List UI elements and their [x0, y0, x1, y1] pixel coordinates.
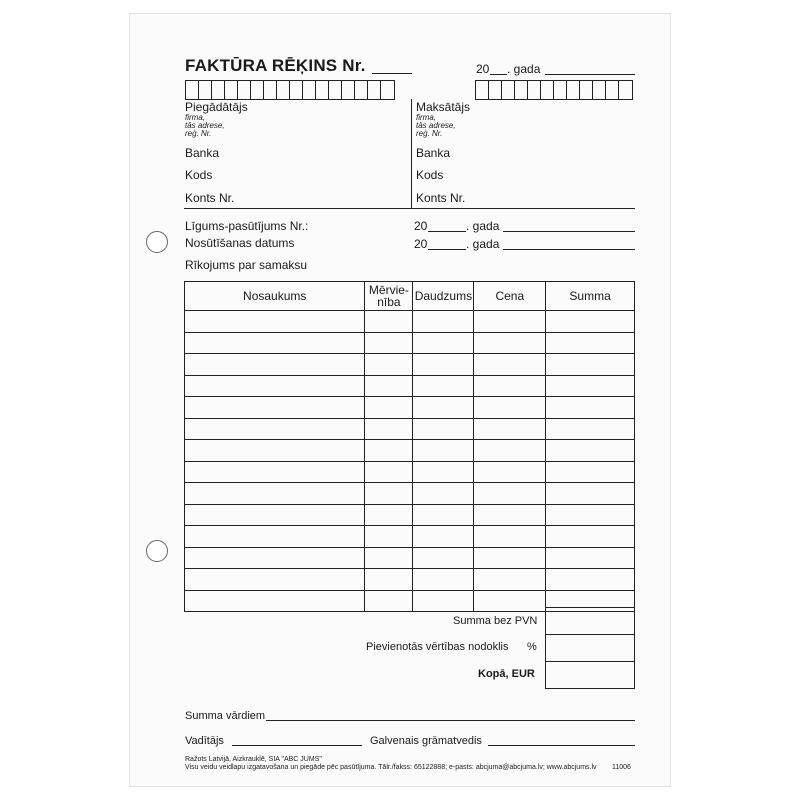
total-field[interactable]	[546, 662, 635, 689]
table-row	[185, 311, 635, 333]
contract-year-prefix: 20	[414, 219, 428, 233]
punch-hole	[146, 231, 168, 253]
column-header-sum: Summa	[546, 282, 635, 311]
name-cell[interactable]	[185, 354, 365, 376]
contract-date-field[interactable]	[503, 231, 635, 232]
table-row	[185, 440, 635, 462]
table-row	[185, 504, 635, 526]
sum-cell[interactable]	[546, 440, 635, 462]
unit-cell[interactable]	[365, 547, 413, 569]
vat-label: Pievienotās vērtības nodoklis	[366, 641, 509, 653]
column-header-name: Nosaukums	[185, 282, 365, 311]
sum-cell[interactable]	[546, 547, 635, 569]
vat-percent: %	[527, 641, 537, 653]
column-header-price: Cena	[474, 282, 546, 311]
subtotal-label: Summa bez PVN	[453, 615, 538, 627]
quantity-cell[interactable]	[413, 440, 474, 462]
supplier-label: Piegādātājs	[185, 100, 248, 114]
table-row	[185, 354, 635, 376]
table-row	[185, 526, 635, 548]
table-row	[185, 547, 635, 569]
sum-cell[interactable]	[546, 375, 635, 397]
items-table	[184, 281, 635, 612]
sum-cell[interactable]	[546, 461, 635, 483]
sum-cell[interactable]	[546, 311, 635, 333]
name-cell[interactable]	[185, 504, 365, 526]
quantity-cell[interactable]	[413, 483, 474, 505]
unit-cell[interactable]	[365, 332, 413, 354]
amount-in-words-label: Summa vārdiem	[185, 710, 266, 722]
quantity-cell[interactable]	[413, 504, 474, 526]
name-cell[interactable]	[185, 440, 365, 462]
year-field[interactable]	[490, 74, 507, 75]
table-row	[185, 483, 635, 505]
contract-label: Līgums-pasūtījums Nr.:	[185, 219, 309, 233]
price-cell[interactable]	[474, 440, 546, 462]
quantity-cell[interactable]	[413, 526, 474, 548]
name-cell[interactable]	[185, 418, 365, 440]
name-cell[interactable]	[185, 461, 365, 483]
invoice-title: FAKTŪRA RĒĶINS Nr.	[185, 56, 366, 75]
year-suffix: . gada	[507, 62, 541, 76]
payer-account-label: Konts Nr.	[416, 191, 466, 205]
price-cell[interactable]	[474, 483, 546, 505]
sum-cell[interactable]	[546, 483, 635, 505]
column-header-unit: Mērvie- nība	[365, 282, 413, 311]
shipping-year-prefix: 20	[414, 237, 428, 251]
invoice-number-field[interactable]	[372, 73, 412, 74]
unit-cell[interactable]	[365, 375, 413, 397]
quantity-cell[interactable]	[413, 332, 474, 354]
unit-cell[interactable]	[365, 418, 413, 440]
unit-cell[interactable]	[365, 590, 413, 612]
supplier-hint: firma, tās adrese, reģ. Nr.	[185, 113, 225, 138]
name-cell[interactable]	[185, 590, 365, 612]
shipping-date-field[interactable]	[503, 249, 635, 250]
punch-hole	[146, 540, 168, 562]
price-cell[interactable]	[474, 311, 546, 333]
supplier-code-label: Kods	[185, 168, 213, 182]
payer-code-boxes[interactable]	[475, 80, 633, 100]
table-row	[185, 418, 635, 440]
shipping-year-suffix: . gada	[466, 237, 500, 251]
form-code: 11006	[612, 764, 631, 771]
year-prefix: 20	[476, 62, 490, 76]
price-cell[interactable]	[474, 590, 546, 612]
sum-cell[interactable]	[546, 354, 635, 376]
unit-cell[interactable]	[365, 526, 413, 548]
name-cell[interactable]	[185, 483, 365, 505]
manager-signature-field[interactable]	[232, 745, 362, 746]
parties-bottom-rule	[184, 208, 635, 209]
payer-hint: firma, tās adrese, reģ. Nr.	[416, 113, 456, 138]
manager-label: Vadītājs	[185, 735, 224, 747]
amount-in-words-field[interactable]	[266, 720, 635, 721]
price-cell[interactable]	[474, 547, 546, 569]
unit-cell[interactable]	[365, 504, 413, 526]
name-cell[interactable]	[185, 375, 365, 397]
shipping-date-label: Nosūtīšanas datums	[185, 236, 295, 250]
sum-cell[interactable]	[546, 332, 635, 354]
quantity-cell[interactable]	[413, 569, 474, 591]
quantity-cell[interactable]	[413, 547, 474, 569]
footer-producer: Ražots Latvijā, Aizkrauklē, SIA "ABC JUMS"	[185, 756, 322, 763]
date-field[interactable]	[545, 74, 635, 75]
payer-code-label: Kods	[416, 168, 444, 182]
vat-field[interactable]	[546, 635, 635, 662]
price-cell[interactable]	[474, 397, 546, 419]
shipping-year-field[interactable]	[428, 249, 466, 250]
unit-cell[interactable]	[365, 354, 413, 376]
total-label: Kopā, EUR	[478, 668, 535, 680]
unit-cell[interactable]	[365, 483, 413, 505]
contract-year-field[interactable]	[428, 231, 466, 232]
accountant-label: Galvenais grāmatvedis	[370, 735, 482, 747]
accountant-signature-field[interactable]	[488, 745, 635, 746]
price-cell[interactable]	[474, 461, 546, 483]
price-cell[interactable]	[474, 569, 546, 591]
name-cell[interactable]	[185, 547, 365, 569]
quantity-cell[interactable]	[413, 418, 474, 440]
sum-cell[interactable]	[546, 397, 635, 419]
payment-order-label: Rīkojums par samaksu	[185, 258, 308, 272]
table-row	[185, 569, 635, 591]
supplier-bank-label: Banka	[185, 146, 220, 160]
price-cell[interactable]	[474, 504, 546, 526]
quantity-cell[interactable]	[413, 590, 474, 612]
sum-cell[interactable]	[546, 504, 635, 526]
supplier-code-boxes[interactable]	[185, 80, 395, 100]
price-cell[interactable]	[474, 332, 546, 354]
column-header-quantity: Daudzums	[413, 282, 474, 311]
footer-contact: Visu veidu veidlapu izgatavošana un piegāde pēc pasūtījuma. Tālr./fakss: 65122888; e-pasts: abcjuma@abcjuma.lv; www.abcjums.lv	[185, 764, 597, 771]
table-row	[185, 397, 635, 419]
unit-cell[interactable]	[365, 311, 413, 333]
table-row	[185, 461, 635, 483]
quantity-cell[interactable]	[413, 397, 474, 419]
supplier-account-label: Konts Nr.	[185, 191, 235, 205]
price-cell[interactable]	[474, 526, 546, 548]
quantity-cell[interactable]	[413, 461, 474, 483]
sum-cell[interactable]	[546, 569, 635, 591]
sum-cell[interactable]	[546, 418, 635, 440]
unit-cell[interactable]	[365, 397, 413, 419]
quantity-cell[interactable]	[413, 354, 474, 376]
payer-bank-label: Banka	[416, 146, 451, 160]
price-cell[interactable]	[474, 375, 546, 397]
sum-cell[interactable]	[546, 526, 635, 548]
price-cell[interactable]	[474, 418, 546, 440]
unit-cell[interactable]	[365, 569, 413, 591]
name-cell[interactable]	[185, 569, 365, 591]
table-row	[185, 332, 635, 354]
name-cell[interactable]	[185, 332, 365, 354]
unit-cell[interactable]	[365, 461, 413, 483]
name-cell[interactable]	[185, 311, 365, 333]
payer-label: Maksātājs	[416, 100, 471, 114]
subtotal-field[interactable]	[546, 608, 635, 635]
totals-boxes	[545, 607, 635, 689]
unit-cell[interactable]	[365, 440, 413, 462]
table-row	[185, 375, 635, 397]
party-divider	[411, 99, 412, 209]
quantity-cell[interactable]	[413, 375, 474, 397]
name-cell[interactable]	[185, 526, 365, 548]
price-cell[interactable]	[474, 354, 546, 376]
name-cell[interactable]	[185, 397, 365, 419]
contract-year-suffix: . gada	[466, 219, 500, 233]
quantity-cell[interactable]	[413, 311, 474, 333]
